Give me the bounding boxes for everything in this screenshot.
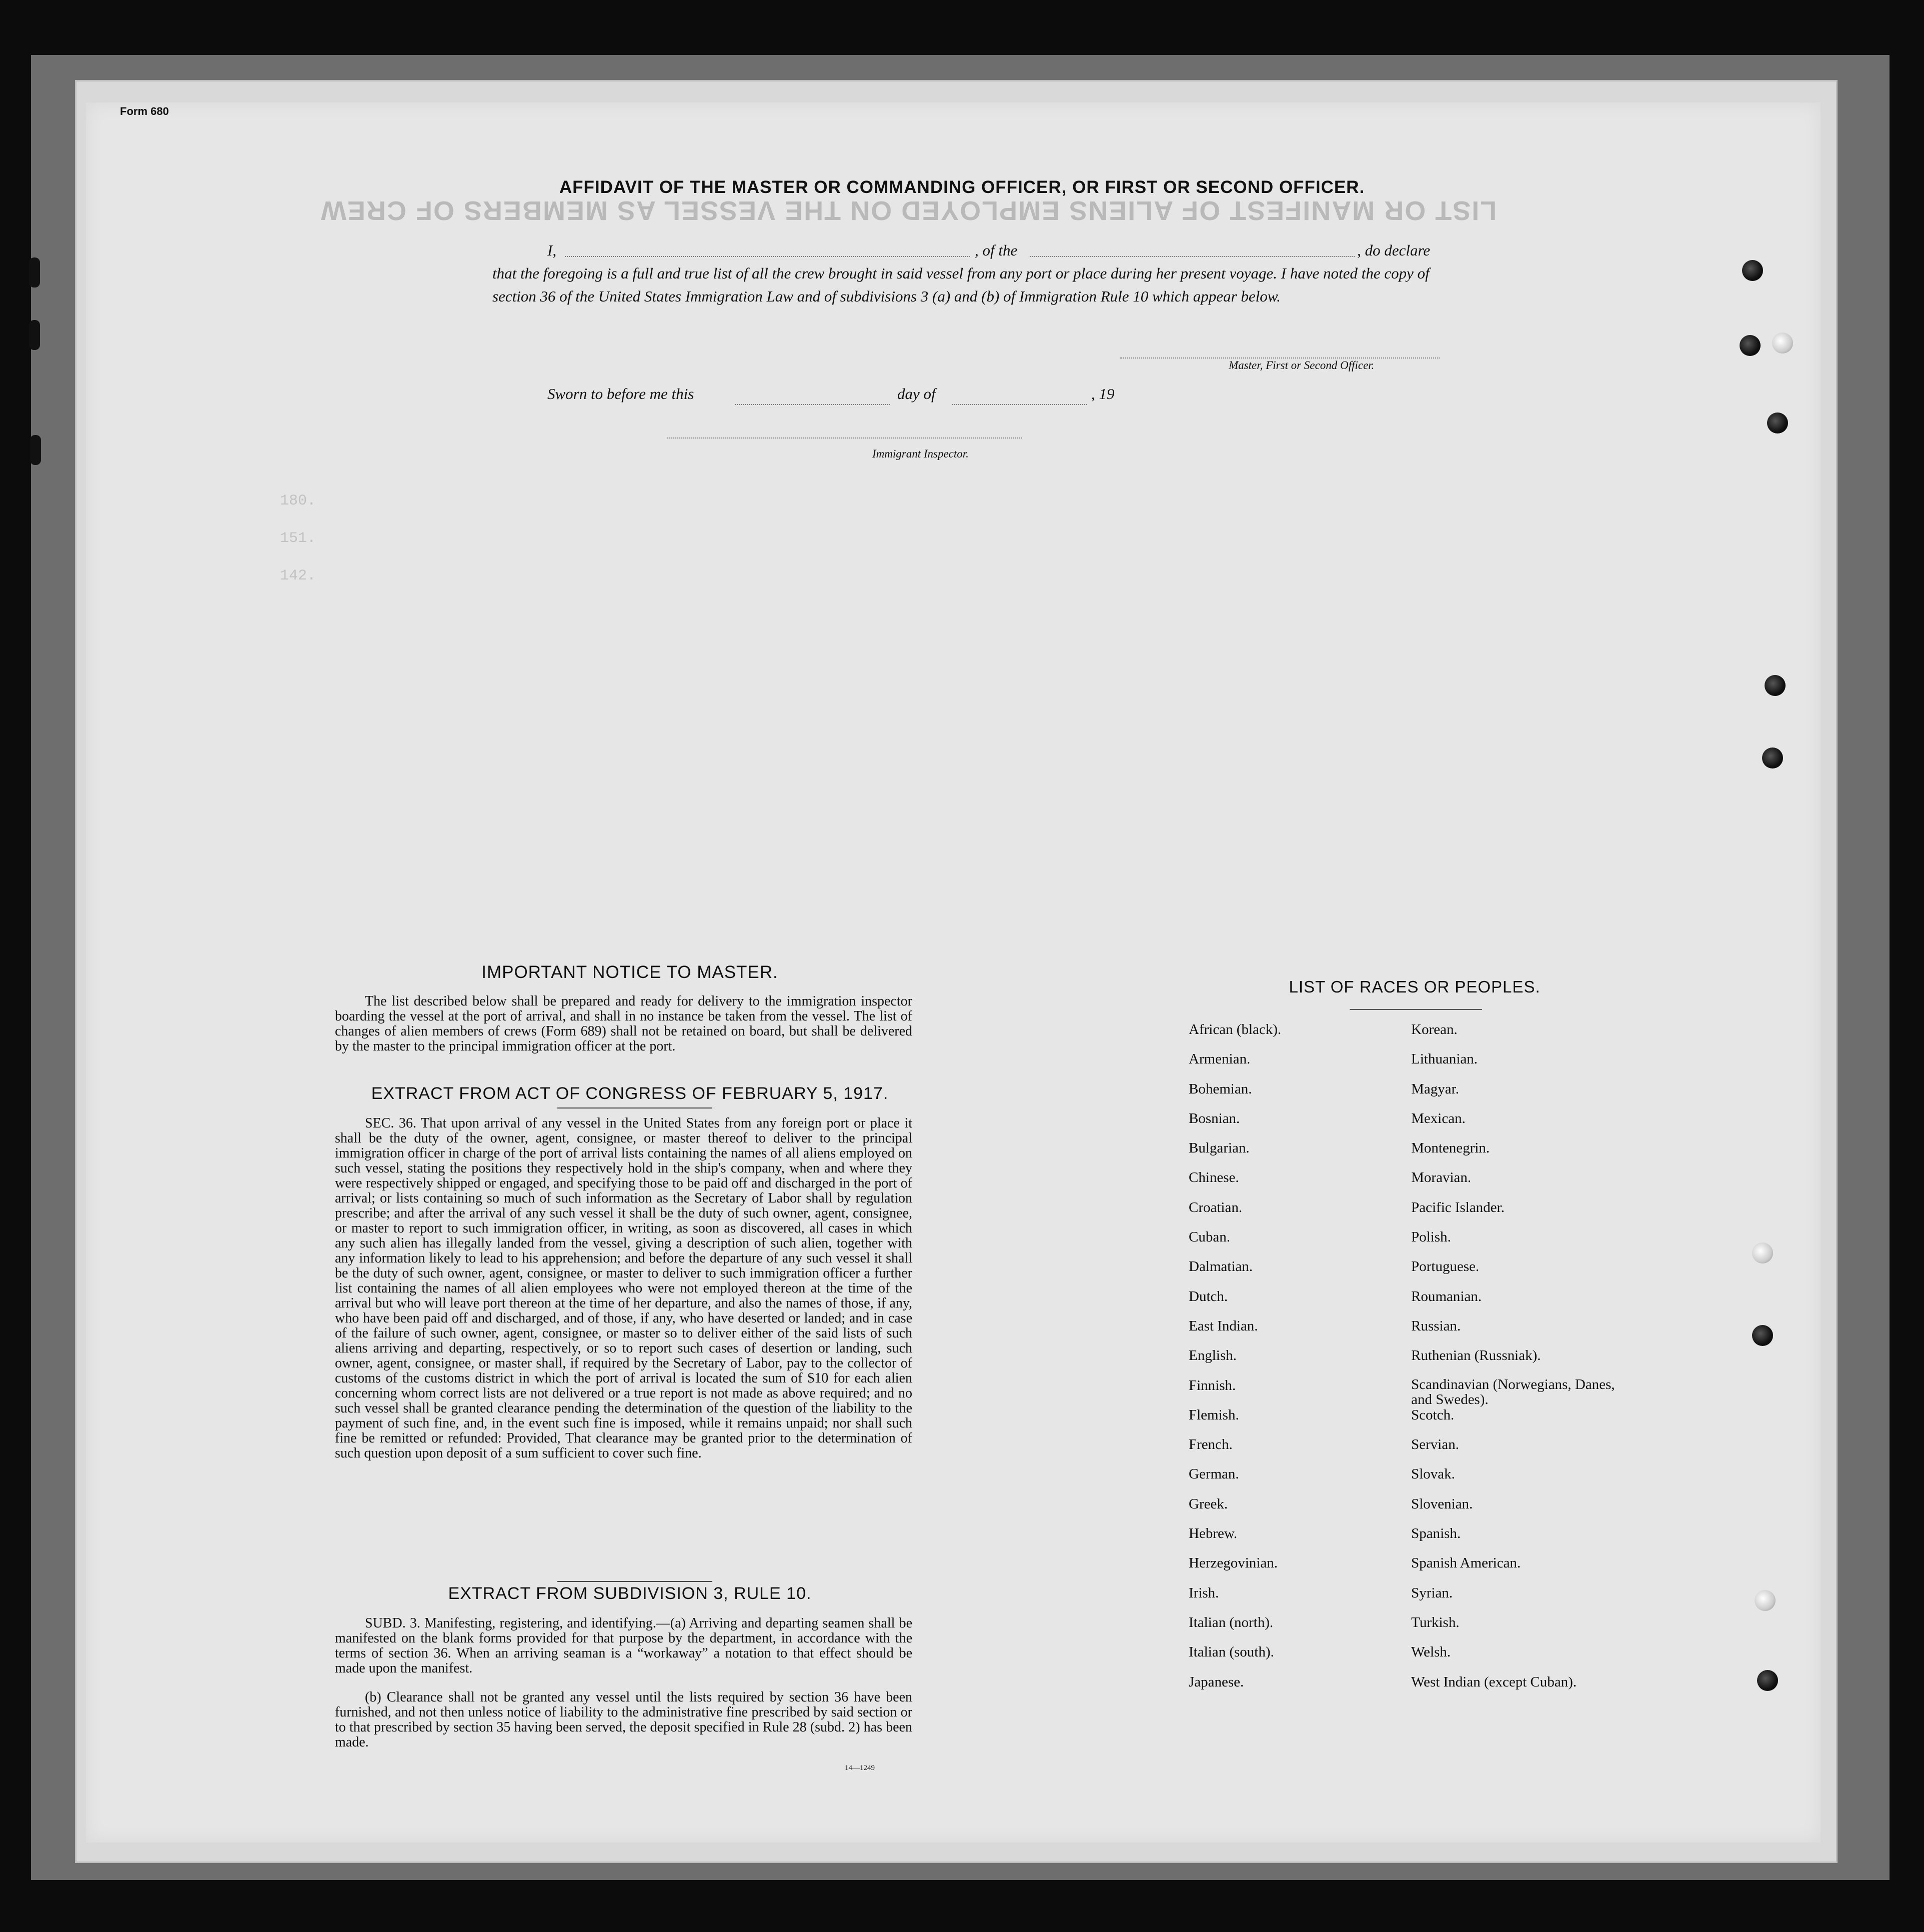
bleed-through-row: 142.: [280, 568, 316, 584]
race-item: Roumanian.: [1411, 1288, 1482, 1304]
inspector-label: Immigrant Inspector.: [872, 448, 969, 460]
race-item: Spanish.: [1411, 1526, 1461, 1542]
subdivision-a-text: SUBD. 3. Manifesting, registering, and identifying.—(a) Arriving and departing seamen shall be manifested on the blank forms provided for that purpose by the department, in accordance with the terms of section 36. When an arriving seaman is a “workaway” a notation to that effect should be made upon the manifest.: [335, 1616, 912, 1676]
races-list-left: [1189, 1021, 1281, 1703]
race-item: English.: [1189, 1348, 1237, 1364]
race-item: Finnish.: [1189, 1377, 1236, 1394]
affidavit-of-the: , of the: [975, 242, 1018, 259]
race-item: Lithuanian.: [1411, 1051, 1478, 1068]
name-blank[interactable]: [565, 256, 970, 257]
notice-title: IMPORTANT NOTICE TO MASTER.: [481, 962, 778, 982]
binding-hole: [1772, 332, 1793, 354]
divider: [1350, 1009, 1482, 1010]
affidavit-i: I,: [547, 242, 557, 259]
race-item: Welsh.: [1411, 1644, 1451, 1660]
binding-hole: [1752, 1242, 1773, 1264]
binding-hole: [1752, 1325, 1773, 1346]
race-item: Armenian.: [1189, 1051, 1251, 1068]
race-item: Portuguese.: [1411, 1258, 1480, 1275]
month-blank[interactable]: [952, 404, 1087, 405]
race-item: Dalmatian.: [1189, 1258, 1253, 1275]
race-item: Chinese.: [1189, 1170, 1239, 1186]
race-item: Cuban.: [1189, 1229, 1230, 1246]
edge-mark: [30, 435, 41, 465]
sworn-label: Sworn to before me this: [547, 385, 694, 402]
day-of-label: day of: [897, 385, 936, 402]
edge-mark: [29, 258, 40, 288]
race-item: French.: [1189, 1436, 1233, 1453]
race-item: Bosnian.: [1189, 1110, 1240, 1126]
rule-extract-title: EXTRACT FROM SUBDIVISION 3, RULE 10.: [448, 1584, 812, 1603]
race-item: Pacific Islander.: [1411, 1199, 1505, 1216]
print-code: 14—1249: [845, 1764, 875, 1772]
race-item: Korean.: [1411, 1022, 1458, 1038]
binding-hole: [1740, 335, 1761, 356]
race-item: Hebrew.: [1189, 1526, 1238, 1542]
binding-hole: [1755, 1590, 1776, 1611]
race-item: Ruthenian (Russniak).: [1411, 1348, 1541, 1364]
race-item: Greek.: [1189, 1496, 1228, 1512]
race-item: Spanish American.: [1411, 1555, 1521, 1572]
affidavit-title: AFFIDAVIT OF THE MASTER OR COMMANDING OFFICER, OR FIRST OR SECOND OFFICER.: [559, 178, 1365, 197]
race-item: Turkish.: [1411, 1614, 1460, 1630]
binding-hole: [1765, 675, 1786, 696]
divider: [557, 1581, 712, 1582]
bleed-through-title: LIST OR MANIFEST OF ALIENS EMPLOYED ON THE VESSEL AS MEMBERS OF CREW: [320, 196, 1497, 226]
race-item: Bulgarian.: [1189, 1140, 1250, 1156]
race-item: Dutch.: [1189, 1288, 1228, 1304]
edge-mark: [29, 320, 40, 350]
year-label: , 19: [1091, 385, 1115, 402]
race-item: Servian.: [1411, 1436, 1459, 1453]
binding-hole: [1767, 412, 1788, 434]
vessel-blank[interactable]: [1030, 256, 1355, 257]
race-item: Magyar.: [1411, 1080, 1459, 1097]
binding-hole: [1757, 1670, 1778, 1691]
race-item: Italian (north).: [1189, 1614, 1274, 1630]
race-item: East Indian.: [1189, 1318, 1258, 1334]
notice-text: The list described below shall be prepared and ready for delivery to the immigration inspector boarding the vessel at the port of arrival, and shall in no instance be taken from the vessel. The list of changes of alien members of crews (Form 689) shall not be retained on board, but shall be delivered by the master to the principal immigration officer at the port.: [335, 994, 912, 1054]
race-item: West Indian (except Cuban).: [1411, 1674, 1577, 1690]
race-item: Irish.: [1189, 1584, 1219, 1601]
affidavit-do-declare: , do declare: [1357, 242, 1431, 259]
bleed-through-row: 180.: [280, 492, 316, 510]
races-title: LIST OF RACES OR PEOPLES.: [1289, 978, 1541, 996]
section-36-text: SEC. 36. That upon arrival of any vessel in the United States from any foreign port or place it shall be the duty of the owner, agent, consignee, or master thereof to deliver to the principal immigration officer in charge of the port of arrival lists containing the names of all aliens employed on such vessel, stating the positions they respectively hold in the ship's company, when and where they were respectively shipped or engaged, and specifying those to be paid off and discharged in the port of arrival; or lists containing so much of such information as the Secretary of Labor shall by regulation prescribe; and after the arrival of any such vessel it shall be the duty of such owner, agent, consignee, or master to report to such immigration officer, in writing, as soon as discovered, all cases in which any such alien has illegally landed from the vessel, giving a description of such alien, together with any information likely to lead to his apprehension; and before the departure of any such vessel it shall be the duty of such owner, agent, consignee, or master to deliver to such immigration officer a further list containing the names of all alien employees who were not employed thereon at the time of the arrival but who will leave port thereon at the time of her departure, and also the names of those, if any, who have been paid off and discharged, and of those, if any, who have deserted or landed; and in case of the failure of such owner, agent, consignee, or master so to deliver either of the said lists of such aliens arriving and departing, respectively, or so to report such cases of desertion or landing, such owner, agent, consignee, or master shall, if required by the Secretary of Labor, pay to the collector of customs of the customs district in which the port of arrival is located the sum of $10 for each alien concerning whom correct lists are not delivered or a true report is not made as above required; and no such vessel shall be granted clearance pending the determination of the question of the liability to the payment of such fine, and, in the event such fine is imposed, while it remains unpaid; nor shall such fine be remitted or refunded: Provided, That clearance may be granted prior to the determination of such question upon deposit of a sum sufficient to cover such fine.: [335, 1116, 912, 1461]
race-item: African (black).: [1189, 1022, 1282, 1038]
binding-hole: [1742, 260, 1763, 281]
race-item: Herzegovinian.: [1189, 1555, 1278, 1572]
race-item: Bohemian.: [1189, 1080, 1252, 1097]
race-item: Italian (south).: [1189, 1644, 1274, 1660]
binding-hole: [1762, 748, 1783, 768]
races-list-right: [1411, 1021, 1621, 1703]
subdivision-b-text: (b) Clearance shall not be granted any vessel until the lists required by section 36 have been furnished, and not then unless notice of liability to the administrative fine prescribed by said section or to that prescribed by section 35 having been served, the deposit specified in Rule 28 (subd. 2) has been made.: [335, 1690, 912, 1750]
race-item: Croatian.: [1189, 1199, 1243, 1216]
race-item: Flemish.: [1189, 1406, 1239, 1423]
race-item: Slovak.: [1411, 1466, 1455, 1482]
affidavit-body: that the foregoing is a full and true list of all the crew brought in said vessel from any port or place during her present voyage. I have noted the copy of section 36 of the United States Immigration Law and of subdivisions 3 (a) and (b) of Immigration Rule 10 which appear below.: [492, 264, 1430, 305]
race-item: Montenegrin.: [1411, 1140, 1490, 1156]
act-extract-title: EXTRACT FROM ACT OF CONGRESS OF FEBRUARY 5, 1917.: [371, 1084, 889, 1103]
race-item: Slovenian.: [1411, 1496, 1473, 1512]
race-item: Moravian.: [1411, 1170, 1471, 1186]
day-blank[interactable]: [735, 404, 890, 405]
race-item: Scotch.: [1411, 1406, 1455, 1423]
race-item: Syrian.: [1411, 1584, 1453, 1601]
bleed-through-row: 151.: [280, 530, 316, 547]
race-item: Polish.: [1411, 1229, 1451, 1246]
race-item: Scandinavian (Norwegians, Danes, and Swedes).: [1411, 1376, 1615, 1408]
race-item: Russian.: [1411, 1318, 1461, 1334]
race-item: Japanese.: [1189, 1674, 1244, 1690]
race-item: Mexican.: [1411, 1110, 1466, 1126]
signature-label: Master, First or Second Officer.: [1229, 359, 1375, 372]
race-item: German.: [1189, 1466, 1239, 1482]
form-number: Form 680: [120, 105, 169, 118]
